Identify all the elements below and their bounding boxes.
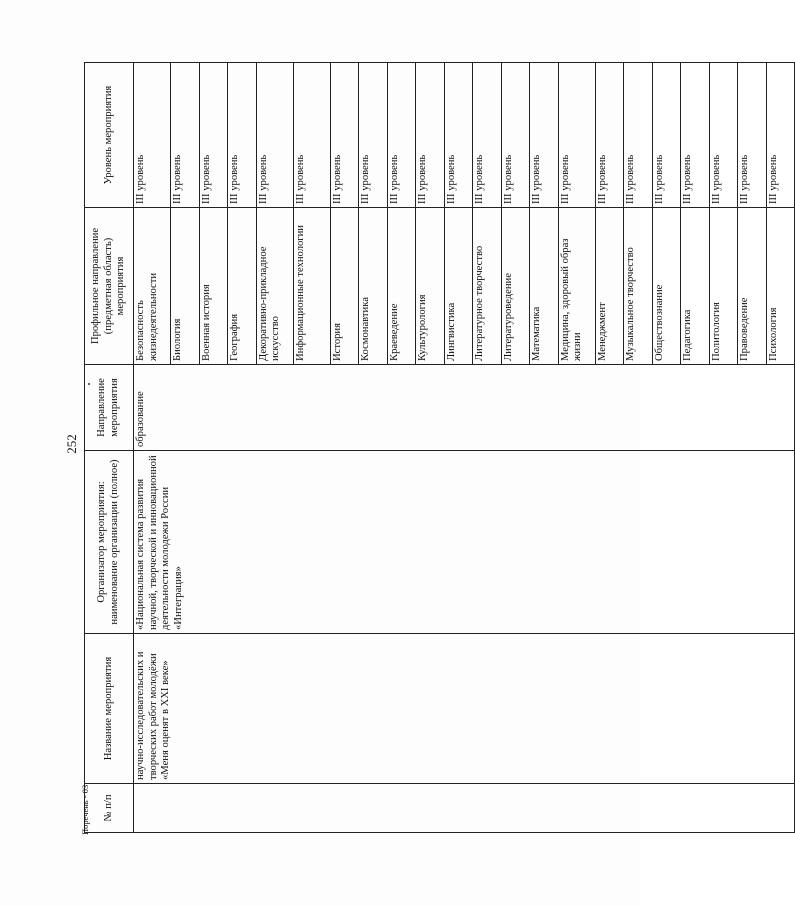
level-cell: III уровень bbox=[558, 63, 595, 208]
level-cell: III уровень bbox=[709, 63, 738, 208]
profile-cell: Военная история bbox=[199, 208, 228, 365]
level-cell: III уровень bbox=[766, 63, 795, 208]
table-row bbox=[134, 63, 171, 833]
profile-cell: История bbox=[330, 208, 359, 365]
level-cell: III уровень bbox=[738, 63, 767, 208]
profile-cell: Литературное творчество bbox=[473, 208, 502, 365]
level-cell: III уровень bbox=[359, 63, 388, 208]
profile-cell: Информационные технологии bbox=[293, 208, 330, 365]
profile-cell: Биология bbox=[171, 208, 200, 365]
level-cell: III уровень bbox=[416, 63, 445, 208]
profile-cell: Литературоведение bbox=[501, 208, 530, 365]
level-cell: III уровень bbox=[624, 63, 653, 208]
header-profile: Профильное направление (предметная область) мероприятия bbox=[85, 208, 134, 365]
profile-cell: Политология bbox=[709, 208, 738, 365]
header-row bbox=[85, 63, 134, 833]
level-cell: III уровень bbox=[134, 63, 171, 208]
events-table bbox=[84, 62, 795, 833]
level-cell: III уровень bbox=[171, 63, 200, 208]
header-direction: Направление мероприятия bbox=[85, 365, 134, 451]
level-cell: III уровень bbox=[387, 63, 416, 208]
footer-note: Поречень - 03 bbox=[80, 784, 90, 835]
event-direction-cell: образование bbox=[134, 365, 795, 451]
profile-cell: Обществознание bbox=[652, 208, 681, 365]
profile-cell: Психология bbox=[766, 208, 795, 365]
level-cell: III уровень bbox=[473, 63, 502, 208]
header-num: № п/п bbox=[85, 784, 134, 833]
level-cell: III уровень bbox=[228, 63, 257, 208]
profile-cell: Педагогика bbox=[681, 208, 710, 365]
event-organizer-cell: «Национальная система развития научной, творческой и инновационной деятельности молодежи России «Интеграция» bbox=[134, 451, 795, 634]
header-organizer: Организатор мероприятия: наименование организации (полное) bbox=[85, 451, 134, 634]
profile-cell: Правоведение bbox=[738, 208, 767, 365]
profile-cell: Космонавтика bbox=[359, 208, 388, 365]
profile-cell: Лингвистика bbox=[444, 208, 473, 365]
profile-cell: Краеведение bbox=[387, 208, 416, 365]
event-num-cell bbox=[134, 784, 795, 833]
level-cell: III уровень bbox=[293, 63, 330, 208]
level-cell: III уровень bbox=[501, 63, 530, 208]
level-cell: III уровень bbox=[256, 63, 293, 208]
event-name-cell: научно-исследовательских и творческих работ молодёжи «Меня оценят в XXI веке» bbox=[134, 634, 795, 784]
profile-cell: Культурология bbox=[416, 208, 445, 365]
header-event-name: Название мероприятия bbox=[85, 634, 134, 784]
table-body bbox=[134, 63, 795, 833]
level-cell: III уровень bbox=[444, 63, 473, 208]
profile-cell: Музыкальное творчество bbox=[624, 208, 653, 365]
profile-cell: Математика bbox=[530, 208, 559, 365]
profile-cell: География bbox=[228, 208, 257, 365]
level-cell: III уровень bbox=[330, 63, 359, 208]
header-level: Уровень мероприятия bbox=[85, 63, 134, 208]
level-cell: III уровень bbox=[530, 63, 559, 208]
page-number: 252 bbox=[64, 434, 79, 454]
profile-cell: Медицина, здоровый образ жизни bbox=[558, 208, 595, 365]
level-cell: III уровень bbox=[652, 63, 681, 208]
rotated-table-wrapper bbox=[84, 63, 779, 833]
level-cell: III уровень bbox=[199, 63, 228, 208]
level-cell: III уровень bbox=[595, 63, 624, 208]
profile-cell: Менеджмент bbox=[595, 208, 624, 365]
level-cell: III уровень bbox=[681, 63, 710, 208]
profile-cell: Безопасность жизнедеятельности bbox=[134, 208, 171, 365]
profile-cell: Декоративно-прикладное искусство bbox=[256, 208, 293, 365]
